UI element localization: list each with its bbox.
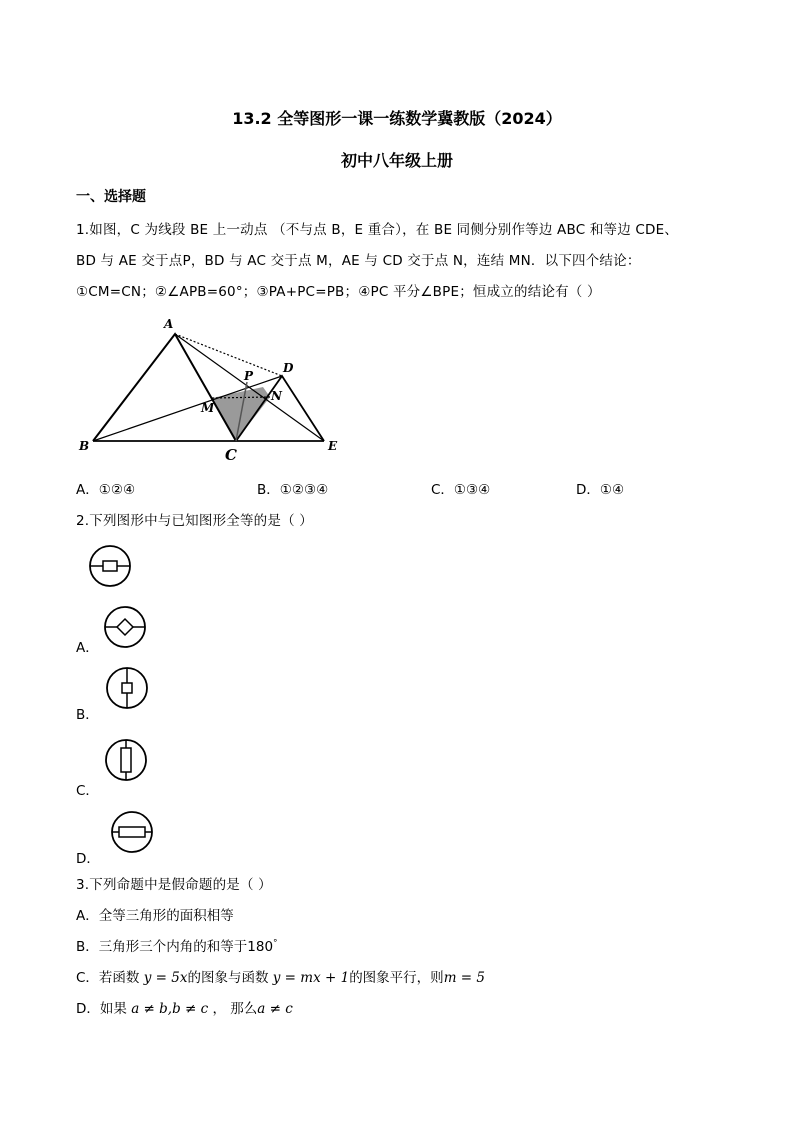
q1-option-d[interactable]: D．①④ <box>576 482 625 498</box>
q3-option-d[interactable] <box>76 997 293 1017</box>
degree-symbol: ° <box>273 938 278 949</box>
q3-option-c-mid2: 的图象平行，则 <box>349 970 444 986</box>
q2-option-b-figure[interactable] <box>105 666 151 712</box>
q2-option-c-figure[interactable] <box>104 738 150 784</box>
formula-m-5: m = 5 <box>443 970 485 986</box>
formula-y-mx-1: y = mx + 1 <box>272 970 350 986</box>
q3-option-b-text: B．三角形三个内角的和等于180 <box>76 939 274 955</box>
q2-option-d[interactable]: D． <box>76 851 100 867</box>
section-heading: 一、选择题 <box>76 189 146 205</box>
q3-option-c-mid: 的图象与函数 <box>187 970 269 986</box>
q2-given-figure <box>88 544 134 590</box>
q1-line2: BD 与 AE 交于点P，BD 与 AC 交于点 M，AE 与 CD 交于点 N，连结 MN．以下四个结论： <box>76 253 641 269</box>
label-d: D <box>283 361 294 375</box>
q2-option-c[interactable]: C． <box>76 783 99 799</box>
q3-stem: 3.下列命题中是假命题的是（ ） <box>76 877 272 893</box>
formula-a-ne-b-b-ne-c: a ≠ b,b ≠ c <box>131 1001 209 1017</box>
formula-y-5x: y = 5x <box>143 970 188 986</box>
formula-a-ne-c: a ≠ c <box>257 1001 293 1017</box>
label-b: B <box>79 439 90 453</box>
q3-option-c-prefix: C．若函数 <box>76 970 140 986</box>
q2-stem: 2.下列图形中与已知图形全等的是（ ） <box>76 513 313 529</box>
label-a: A <box>164 317 174 331</box>
q1-option-c[interactable]: C．①③④ <box>431 482 491 498</box>
label-p: P <box>244 369 254 383</box>
q2-option-d-figure[interactable] <box>110 810 156 856</box>
q1-line1: 1.如图，C 为线段 BE 上一动点 （不与点 B，E 重合），在 BE 同侧分别作等边 ABC 和等边 CDE、 <box>76 222 679 238</box>
q3-option-d-prefix: D．如果 <box>76 1001 127 1017</box>
q2-option-a[interactable]: A． <box>76 640 99 656</box>
q1-option-b[interactable]: B．①②③④ <box>257 482 329 498</box>
label-n: N <box>271 389 282 403</box>
segment-ae <box>175 334 324 441</box>
page-subtitle: 初中八年级上册 <box>340 151 453 170</box>
page-title: 13.2 全等图形一课一练数学冀教版（2024） <box>232 109 562 128</box>
q3-option-c[interactable] <box>76 966 485 986</box>
triangle-abc <box>93 334 236 441</box>
q2-option-a-figure[interactable] <box>104 606 148 650</box>
q1-option-a[interactable]: A．①②④ <box>76 482 136 498</box>
q3-option-a[interactable]: A．全等三角形的面积相等 <box>76 908 234 924</box>
label-c: C <box>225 446 237 464</box>
q3-option-d-mid: ， 那么 <box>212 1001 258 1017</box>
label-m: M <box>201 401 215 415</box>
q1-line3: ①CM=CN；②∠APB=60°；③PA+PC=PB；④PC 平分∠BPE；恒成立的结论有（ ） <box>76 284 601 300</box>
label-e: E <box>328 439 338 453</box>
q2-option-b[interactable]: B． <box>76 707 99 723</box>
segment-ad <box>175 334 282 376</box>
q3-option-b[interactable] <box>76 935 278 955</box>
